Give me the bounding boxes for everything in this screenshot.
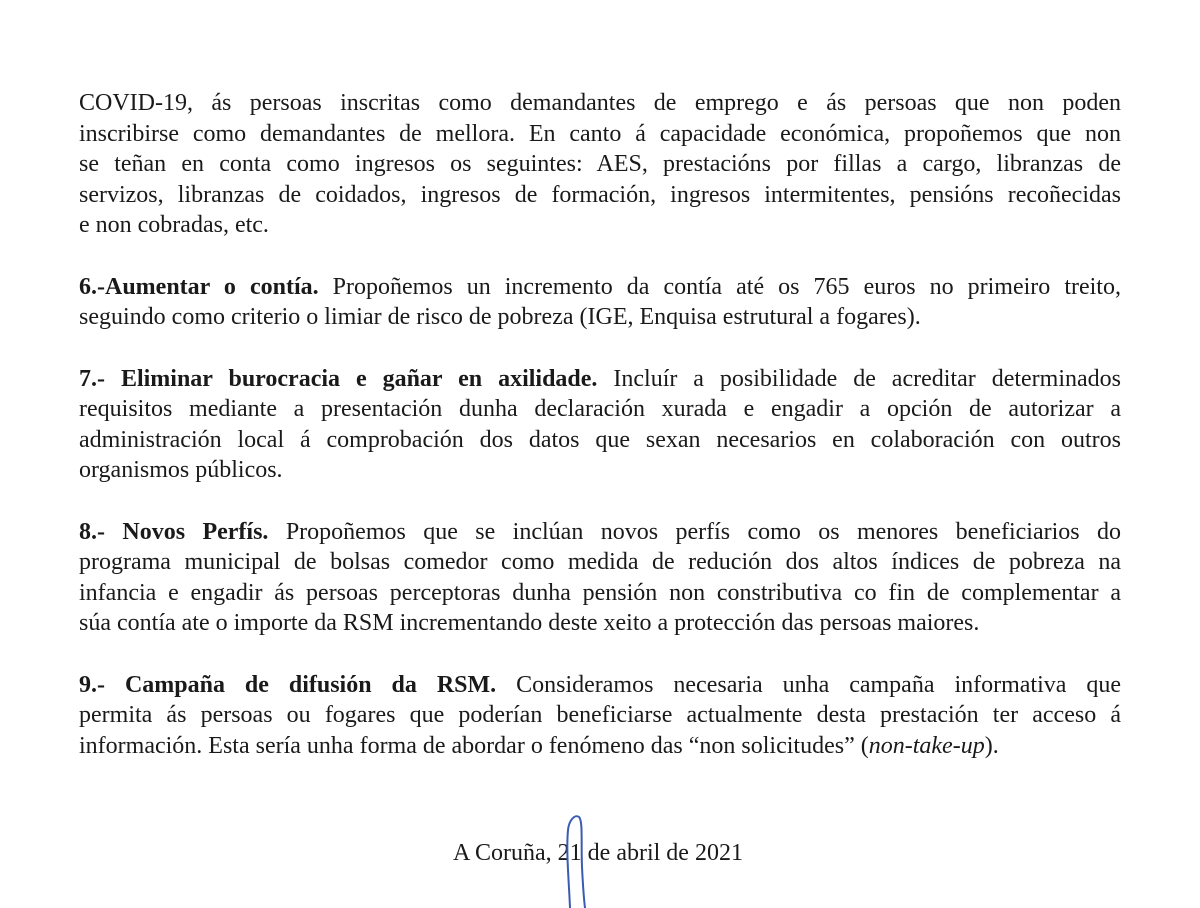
item-6-heading: 6.-Aumentar o contía. bbox=[79, 273, 319, 300]
text-line: COVID-19, ás persoas inscritas como demandantes de emprego e ás persoas que non poden bbox=[79, 90, 1121, 116]
pen-signature-stroke bbox=[560, 812, 590, 908]
text-line: seguindo como criterio o limiar de risco de pobreza (IGE, Enquisa estrutural a fogares). bbox=[79, 304, 921, 330]
text-line bbox=[79, 517, 1121, 548]
pen-stroke-path bbox=[567, 816, 585, 908]
text-line: organismos públicos. bbox=[79, 457, 283, 483]
item-9-text: Consideramos necesaria unha campaña informativa que bbox=[496, 671, 1122, 698]
item-9-heading: 9.- Campaña de difusión da RSM. bbox=[79, 671, 497, 698]
text-line: permita ás persoas ou fogares que poderían beneficiarse actualmente desta prestación ter acceso á bbox=[79, 702, 1121, 728]
text-line bbox=[79, 670, 1121, 701]
item-9-text-start: información. Esta sería unha forma de abordar o fenómeno das “non solicitudes” ( bbox=[79, 732, 869, 759]
closing-date: A Coruña, 21 de abril de 2021 bbox=[453, 840, 743, 866]
document-body bbox=[79, 88, 1121, 792]
text-line: súa contía ate o importe da RSM incrementando deste xeito a protección das persoas maiores. bbox=[79, 610, 980, 636]
paragraph-item-8 bbox=[79, 517, 1121, 639]
text-line: programa municipal de bolsas comedor como medida de redución dos altos índices de pobreza na bbox=[79, 549, 1121, 575]
paragraph-item-6 bbox=[79, 272, 1121, 333]
text-line bbox=[79, 272, 1121, 303]
item-8-text: Propoñemos que se inclúan novos perfís como os menores beneficiarios do bbox=[268, 518, 1121, 545]
item-8-heading: 8.- Novos Perfís. bbox=[79, 518, 269, 545]
item-7-text: Incluír a posibilidade de acreditar determinados bbox=[597, 365, 1121, 392]
paragraph-item-7 bbox=[79, 364, 1121, 486]
item-9-text-end: ). bbox=[984, 732, 999, 759]
item-7-heading: 7.- Eliminar burocracia e gañar en axilidade. bbox=[79, 365, 598, 392]
paragraph-eligibility-continued bbox=[79, 88, 1121, 241]
text-line: e non cobradas, etc. bbox=[79, 212, 269, 238]
text-line: requisitos mediante a presentación dunha declaración xurada e engadir a opción de autorizar a bbox=[79, 396, 1121, 422]
text-line bbox=[79, 364, 1121, 395]
text-line: se teñan en conta como ingresos os seguintes: AES, prestacións por fillas a cargo, libranzas de bbox=[79, 151, 1121, 177]
text-line: inscribirse como demandantes de mellora. En canto á capacidade económica, propoñemos que non bbox=[79, 120, 1121, 147]
text-line: servizos, libranzas de coidados, ingresos de formación, ingresos intermitentes, pensións recoñecidas bbox=[79, 181, 1121, 208]
item-9-italic-term: non-take-up bbox=[868, 732, 985, 759]
place-and-date bbox=[0, 838, 1200, 868]
item-6-text: Propoñemos un incremento da contía até os 765 euros no primeiro treito, bbox=[318, 273, 1121, 300]
text-line: infancia e engadir ás persoas perceptoras dunha pensión non constributiva co fin de complementar a bbox=[79, 579, 1121, 606]
text-line: administración local á comprobación dos datos que sexan necesarios en colaboración con outros bbox=[79, 426, 1121, 453]
paragraph-item-9 bbox=[79, 670, 1121, 762]
text-line bbox=[79, 731, 1121, 762]
